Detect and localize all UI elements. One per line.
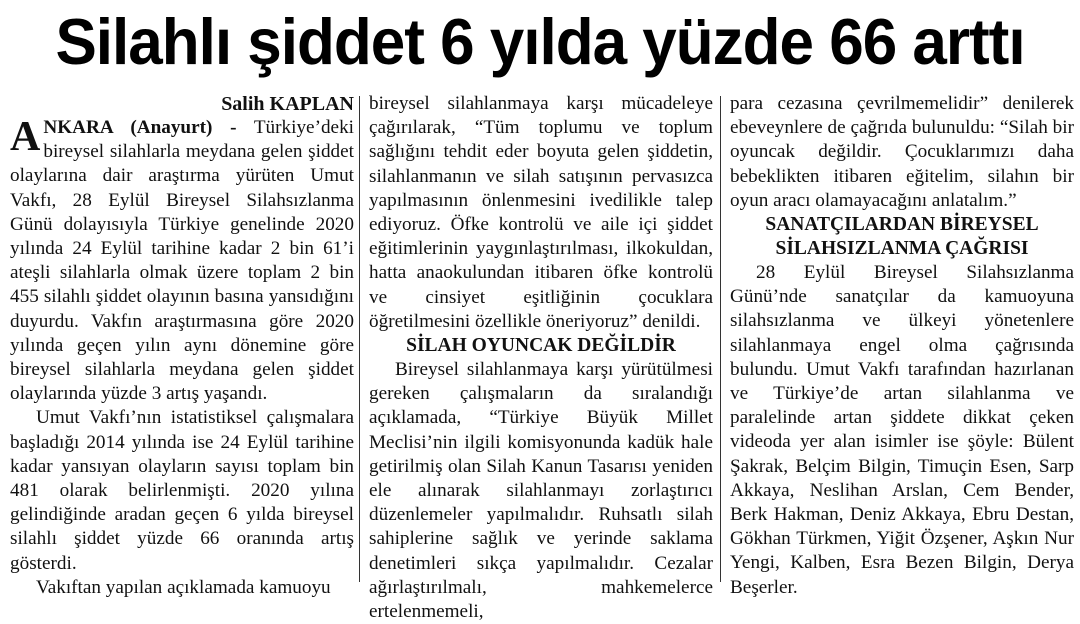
drop-cap: A (10, 114, 41, 160)
body-paragraph: Umut Vakfı’nın istatistiksel çalışmalara başladığı 2014 yılında ise 24 Eylül tarihine kadar yansıyan olayların sayısı toplam bin 481 olarak belirlenmişti. 2020 yılına gelindiğinde aradan geçen 6 yılda bireysel silahlı şiddet yüzde 66 oranında artış gösterdi. (10, 407, 354, 574)
section-subheading: SİLAH OYUNCAK DEĞİLDİR (406, 335, 676, 357)
author-byline: Salih KAPLAN (221, 93, 354, 115)
lead-paragraph-text: Türkiye’deki bireysel silahlarla meydana gelen şiddet olaylarına dair araştırma yürüten Umut Vakfı, 28 Eylül Bireysel Silahsızlanma Günü dolayısıyla Türkiye genelinde 2020 yılında 24 Eylül tarihine kadar 2 bin 61’i ateşli silahlarla olmak üzere toplam 2 bin 455 silahlı şiddet olayının basına yansıdığını duyurdu. Vakfın araştırmasına göre 2020 yılında geçen yılın aynı dönemine göre bireysel silahlarla meydana gelen şiddet olaylarında yüzde 3 artış yaşandı. (10, 117, 354, 405)
section-subheading (730, 213, 1074, 261)
body-paragraph: para cezasına çevrilmemelidir” denilerek ebeveynlere de çağrıda bulunuldu: “Silah bir oyuncak değildir. Çocuklarımızı daha bebeklikten itibaren eğitelim, silahın bir oyun aracı olamayacağını anlatalım.” (730, 93, 1074, 211)
article-column-2 (369, 92, 713, 623)
body-paragraph: bireysel silahlanmaya karşı mücadeleye çağırılarak, “Tüm toplumu ve toplum sağlığını tehdit eder boyuta gelen şiddetin, silahlanmanın ve silah satışının pervasızca yapılmasının önlenmesini ivedilikle talep ediyoruz. Öfke kontrolü ve aile içi şiddet eğitimlerinin yaygınlaştırılması, ilkokuldan, hatta anaokulundan itibaren öfke kontrolü ve cinsiyet eşitliğinin çocuklara öğretilmesini özellikle öneriyoruz” denildi. (369, 93, 713, 332)
article-headline: Silahlı şiddet 6 yılda yüzde 66 arttı (55, 6, 1025, 79)
body-paragraph: Vakıftan yapılan açıklamada kamuoyu (36, 576, 331, 598)
dateline: NKARA (Anayurt) - (43, 117, 237, 138)
body-paragraph: Bireysel silahlanmaya karşı yürütülmesi gereken çalışmaların da sıralandığı açıklamada, “Türkiye Büyük Millet Meclisi’nin ilgili komisyonunda kadük hale getirilmiş olan Silah Kanun Tasarısı yeniden ele alınarak silahlanmayı zorlaştırıcı düzenlemeler yapılmalıdır. Ruhsatlı silah sahiplerine sağlık ve yerinde saklama denetimleri sıkça yapılmalıdır. Cezalar ağırlaştırılmalı, mahkemelerce ertelenmemeli, (369, 359, 713, 623)
column-divider (720, 96, 721, 582)
column-divider (359, 96, 360, 582)
article-column-1 (10, 92, 354, 598)
subheading-line: SANATÇILARDAN BİREYSEL (765, 214, 1039, 236)
subheading-line: SİLAHSIZLANMA ÇAĞRISI (775, 238, 1029, 260)
lead-paragraph (10, 116, 354, 406)
body-paragraph: 28 Eylül Bireysel Silahsızlanma Günü’nde sanatçılar da kamuoyuna silahsızlanma ve ülkeyi yönetenlere silahlanmaya engel olma çağrısında bulundu. Umut Vakfı tarafından hazırlanan ve Türkiye’de artan silahlanma ve paralelinde artan şiddete dikkat çeken videoda yer alan isimler ise şöyle: Bülent Şakrak, Belçim Bilgin, Timuçin Esen, Sarp Akkaya, Neslihan Arslan, Cem Bender, Berk Hakman, Deniz Akkaya, Ebru Destan, Gökhan Türkmen, Yiğit Özşener, Aşkın Nur Yengi, Kalben, Esra Bezen Bilgin, Derya Beşerler. (730, 262, 1074, 598)
article-column-3 (730, 92, 1074, 598)
